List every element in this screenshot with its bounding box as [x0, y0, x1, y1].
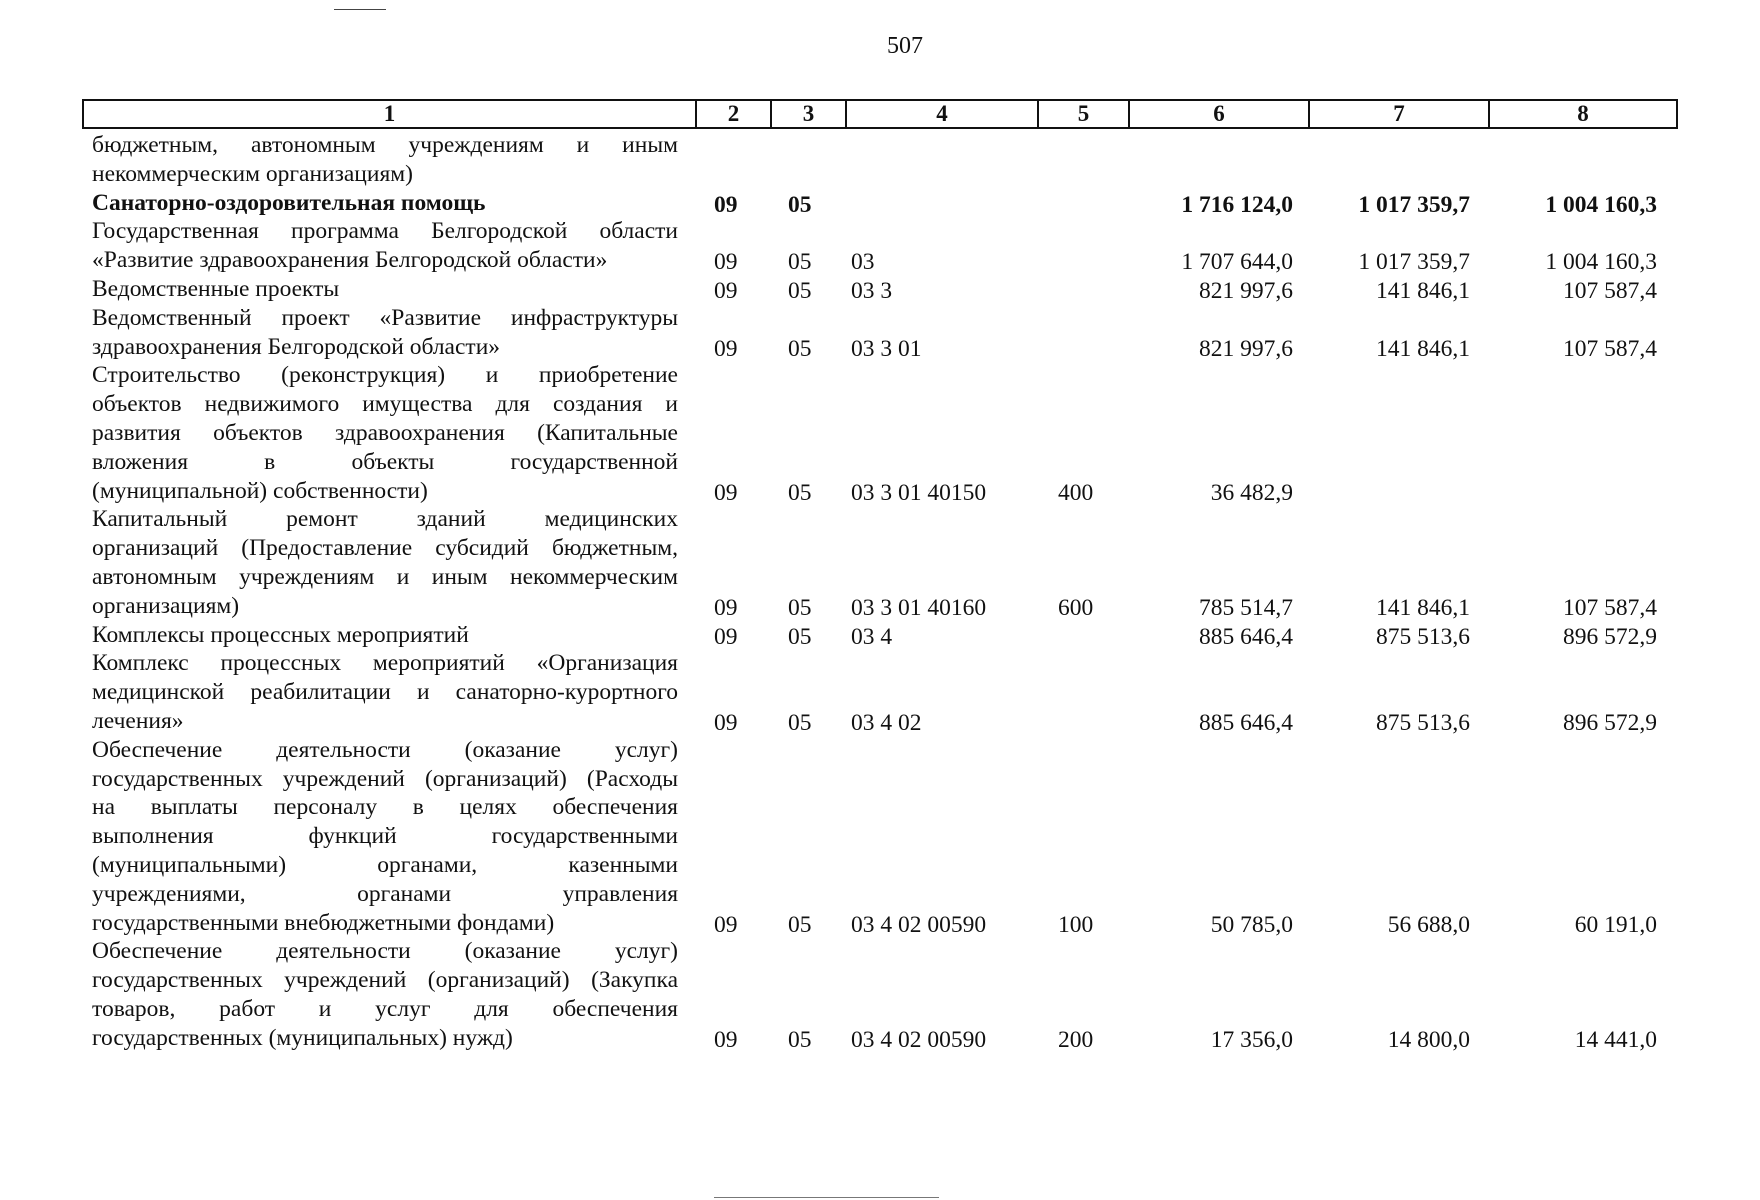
cell-col-3: 05: [788, 278, 812, 304]
description-line: развития объектов здравоохранения (Капитальные: [92, 419, 678, 446]
cell-col-4: 03 4 02 00590: [851, 911, 987, 938]
description-line: некоммерческим организациям): [92, 160, 413, 187]
row-description: [92, 505, 678, 620]
cell-col-6: 36 482,9: [1210, 479, 1293, 506]
description-line: на выплаты персоналу в целях обеспечения: [92, 794, 678, 821]
cell-col-7: 141 846,1: [1376, 335, 1470, 362]
description-line: организациям): [92, 592, 240, 619]
row-description: [92, 649, 678, 735]
cell-col-2: 09: [714, 278, 738, 304]
cell-col-7: 14 800,0: [1387, 1026, 1470, 1053]
cell-col-4: 03 4 02: [851, 710, 922, 736]
description-line: Комплекс процессных мероприятий «Организация: [92, 650, 678, 677]
description-line: государственными внебюджетными фондами): [92, 909, 555, 936]
cell-col-7: 141 846,1: [1376, 594, 1470, 621]
description-line: вложения в объекты государственной: [92, 448, 678, 475]
header-col-2: 2: [695, 101, 770, 127]
row-description: [92, 937, 678, 1052]
cell-col-2: 09: [714, 710, 738, 736]
row-description: [92, 736, 678, 938]
cell-col-6: 885 646,4: [1199, 710, 1293, 736]
description-line: товаров, работ и услуг для обеспечения: [92, 995, 678, 1022]
cell-col-6: 1 707 644,0: [1181, 249, 1293, 276]
cell-col-4: 03 3: [851, 278, 893, 304]
cell-col-4: 03: [851, 249, 875, 276]
description-line: Капитальный ремонт зданий медицинских: [92, 506, 678, 533]
cell-col-3: 05: [788, 623, 812, 650]
cell-col-2: 09: [714, 911, 738, 938]
cell-col-5: 600: [1058, 594, 1094, 621]
description-line: Санаторно-оздоровительная помощь: [92, 189, 486, 216]
cell-col-6: 1 716 124,0: [1181, 191, 1293, 218]
description-line: государственных учреждений (организаций) (Расходы: [92, 765, 678, 792]
description-line: Комплексы процессных мероприятий: [92, 621, 469, 648]
cell-col-2: 09: [714, 594, 738, 621]
row-description: [92, 189, 678, 218]
cell-col-7: 141 846,1: [1376, 278, 1470, 304]
cell-col-7: 56 688,0: [1387, 911, 1470, 938]
cell-col-7: 1 017 359,7: [1358, 249, 1470, 276]
description-line: Государственная программа Белгородской области: [92, 218, 678, 245]
description-line: государственных (муниципальных) нужд): [92, 1024, 513, 1051]
cell-col-8: 896 572,9: [1563, 710, 1657, 736]
description-line: (муниципальными) органами, казенными: [92, 851, 678, 878]
header-col-8: 8: [1488, 101, 1676, 127]
cell-col-4: 03 4 02 00590: [851, 1026, 987, 1053]
description-line: (муниципальной) собственности): [92, 477, 428, 504]
header-col-4: 4: [845, 101, 1037, 127]
cell-col-8: 1 004 160,3: [1545, 191, 1657, 218]
description-line: учреждениями, органами управления: [92, 880, 678, 907]
cell-col-2: 09: [714, 479, 738, 506]
cell-col-3: 05: [788, 335, 812, 362]
page-number: 507: [887, 33, 923, 59]
cell-col-4: 03 3 01 40160: [851, 594, 987, 621]
cell-col-8: 107 587,4: [1563, 594, 1657, 621]
description-line: объектов недвижимого имущества для создания и: [92, 391, 678, 418]
description-line: Строительство (реконструкция) и приобретение: [92, 362, 678, 389]
cell-col-6: 885 646,4: [1199, 623, 1293, 650]
cell-col-5: 100: [1058, 911, 1094, 938]
cell-col-2: 09: [714, 191, 738, 218]
cell-col-3: 05: [788, 911, 812, 938]
cell-col-4: 03 3 01 40150: [851, 479, 987, 506]
cell-col-6: 50 785,0: [1210, 911, 1293, 938]
cell-col-3: 05: [788, 594, 812, 621]
cell-col-3: 05: [788, 191, 812, 218]
cell-col-7: 875 513,6: [1376, 623, 1470, 650]
cell-col-3: 05: [788, 249, 812, 276]
cell-col-6: 785 514,7: [1199, 594, 1293, 621]
bottom-rule: [714, 1197, 939, 1198]
row-description: [92, 217, 678, 275]
row-description: [92, 275, 678, 304]
row-description: [92, 361, 678, 505]
cell-col-3: 05: [788, 710, 812, 736]
header-col-7: 7: [1308, 101, 1488, 127]
cell-col-2: 09: [714, 249, 738, 276]
cell-col-5: 400: [1058, 479, 1094, 506]
header-col-3: 3: [770, 101, 845, 127]
cell-col-8: 14 441,0: [1574, 1026, 1657, 1053]
cell-col-2: 09: [714, 335, 738, 362]
cell-col-8: 107 587,4: [1563, 278, 1657, 304]
cell-col-4: 03 4: [851, 623, 893, 650]
cell-col-6: 821 997,6: [1199, 335, 1293, 362]
description-line: государственных учреждений (организаций) (Закупка: [92, 967, 678, 994]
cell-col-5: 200: [1058, 1026, 1094, 1053]
cell-col-8: 107 587,4: [1563, 335, 1657, 362]
cell-col-2: 09: [714, 1026, 738, 1053]
cell-col-2: 09: [714, 623, 738, 650]
top-rule: [334, 9, 386, 10]
description-line: «Развитие здравоохранения Белгородской области»: [92, 247, 608, 274]
cell-col-8: 896 572,9: [1563, 623, 1657, 650]
description-line: организаций (Предоставление субсидий бюджетным,: [92, 535, 678, 562]
description-line: выполнения функций государственными: [92, 823, 678, 850]
header-col-6: 6: [1128, 101, 1308, 127]
cell-col-6: 821 997,6: [1199, 278, 1293, 304]
description-line: Ведомственный проект «Развитие инфраструктуры: [92, 304, 678, 331]
description-line: здравоохранения Белгородской области»: [92, 333, 501, 360]
description-line: Обеспечение деятельности (оказание услуг): [92, 938, 678, 965]
description-line: автономным учреждениям и иным некоммерческим: [92, 563, 678, 590]
cell-col-6: 17 356,0: [1210, 1026, 1293, 1053]
description-line: медицинской реабилитации и санаторно-курортного: [92, 679, 678, 706]
row-description: [92, 131, 678, 189]
header-col-1: 1: [383, 101, 396, 126]
description-line: лечения»: [92, 707, 184, 734]
description-line: бюджетным, автономным учреждениям и иным: [92, 132, 678, 158]
header-col-5: 5: [1037, 101, 1128, 127]
cell-col-3: 05: [788, 1026, 812, 1053]
row-description: [92, 304, 678, 362]
description-line: Обеспечение деятельности (оказание услуг): [92, 736, 678, 763]
row-description: [92, 621, 678, 650]
cell-col-3: 05: [788, 479, 812, 506]
cell-col-7: 875 513,6: [1376, 710, 1470, 736]
cell-col-4: 03 3 01: [851, 335, 922, 362]
description-line: Ведомственные проекты: [92, 276, 340, 302]
cell-col-7: 1 017 359,7: [1358, 191, 1470, 218]
cell-col-8: 60 191,0: [1574, 911, 1657, 938]
table-header: [82, 99, 1678, 129]
cell-col-8: 1 004 160,3: [1545, 249, 1657, 276]
